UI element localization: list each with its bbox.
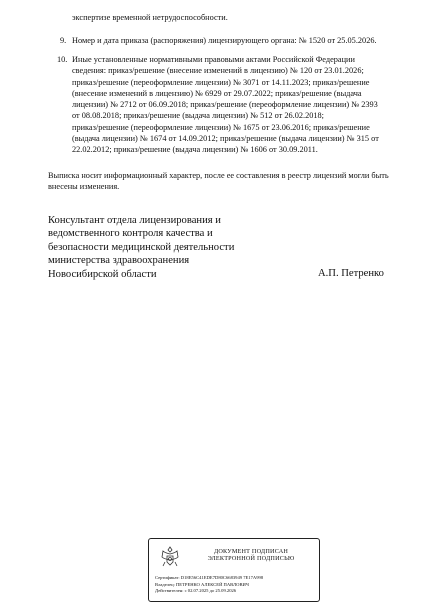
- item-10-line: приказ/решение (переоформление лицензии) № 1675 от 23.06.2016; приказ/решение: [72, 122, 370, 132]
- coat-of-arms-icon: [159, 545, 181, 569]
- stamp-certificate: Сертификат: D18E56C41EDE7D80C6683949 7E17A998: [155, 575, 264, 580]
- item-10-line: (выдача лицензии) № 1674 от 14.09.2012; приказ/решение (выдача лицензии) № 315 от: [72, 134, 379, 144]
- item-10-line: от 08.08.2018; приказ/решение (выдача лицензии) № 512 от 26.02.2018;: [72, 111, 324, 121]
- signatory-line: Новосибирской области: [48, 268, 157, 280]
- registry-note: [48, 170, 418, 193]
- item-10-line: Иные установленные нормативными правовыми актами Российской Федерации: [72, 55, 355, 64]
- item-10-line: 22.02.2012; приказ/решение (выдача лицензии) № 1606 от 30.09.2011.: [72, 145, 318, 155]
- stamp-title-line-2: ЭЛЕКТРОННОЙ ПОДПИСЬЮ: [207, 555, 295, 563]
- item-10-line: лицензии) № 2712 от 06.09.2018; приказ/решение (переоформление лицензии) № 2393: [72, 100, 378, 110]
- item-9-text: Номер и дата приказа (распоряжения) лицензирующего органа: № 1520 от 25.05.2026.: [72, 36, 377, 45]
- signatory-line: Консультант отдела лицензирования и: [48, 215, 221, 226]
- item-10: [57, 54, 410, 156]
- signatory-position: [48, 214, 278, 281]
- stamp-title-line-1: ДОКУМЕНТ ПОДПИСАН: [213, 548, 289, 555]
- signatory-name: А.П. Петренко: [318, 268, 384, 279]
- electronic-signature-stamp: [148, 538, 320, 602]
- stamp-validity: Действителен: с 02.07.2025 до 25.09.2026: [155, 588, 237, 594]
- signatory-line: безопасности медицинской деятельности: [48, 241, 235, 253]
- note-line: Выписка носит информационный характер, после ее составления в реестр лицензий могли быть: [48, 171, 389, 180]
- signatory-line: министерства здравоохранения: [48, 255, 190, 267]
- item-continuation: экспертизе временной нетрудоспособности.: [72, 13, 228, 22]
- item-10-line: приказ/решение (переоформление лицензии) № 3071 от 14.11.2023; приказ/решение: [72, 77, 370, 87]
- item-10-line: сведения: приказ/решение (внесение изменений в лицензию) № 120 от 23.01.2026;: [72, 66, 364, 76]
- item-10-number: 10.: [57, 55, 68, 64]
- stamp-title: [191, 548, 311, 562]
- item-9-number: 9.: [60, 36, 67, 45]
- item-10-line: (внесение изменений в лицензию) № 6929 от 29.07.2022; приказ/решение (выдача: [72, 88, 362, 98]
- stamp-details: [155, 575, 263, 595]
- signatory-line: ведомственного контроля качества и: [48, 228, 213, 240]
- stamp-owner: Владелец: ПЕТРЕНКО АЛЕКСЕЙ ПАВЛОВИЧ: [155, 581, 249, 587]
- item-9: [60, 35, 410, 46]
- note-line: внесены изменения.: [48, 182, 120, 192]
